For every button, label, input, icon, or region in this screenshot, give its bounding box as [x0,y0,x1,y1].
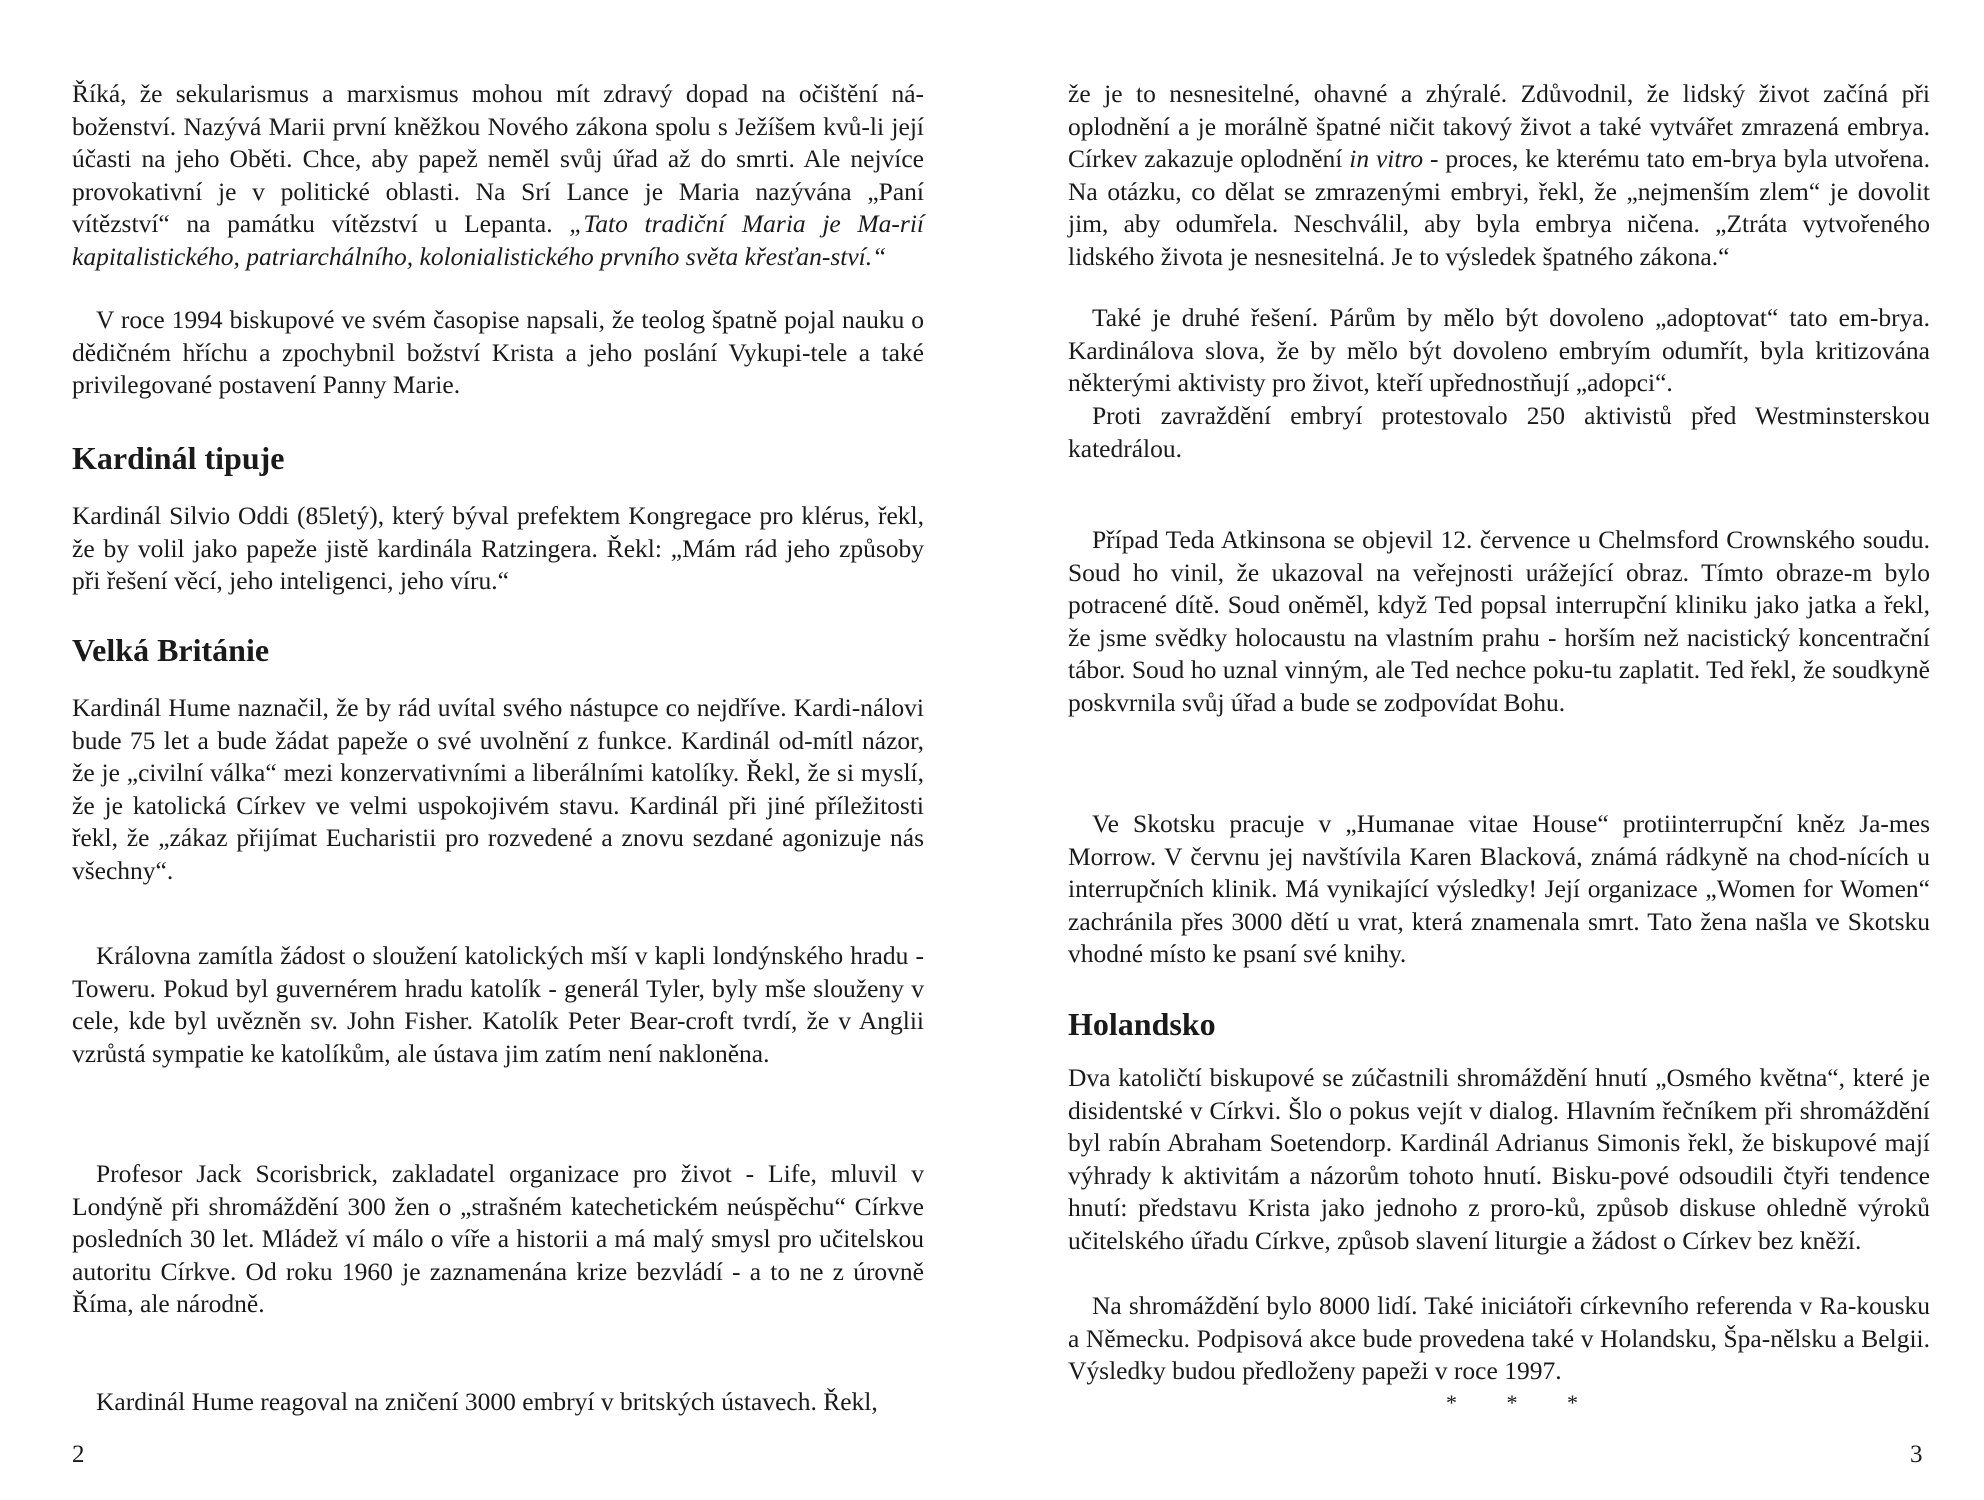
section-heading: Kardinál tipuje [72,440,285,476]
paragraph-text: že je to nesnesitelné, ohavné a zhýralé. Zdůvodnil, že lidský život začíná při oplodnění a je morálně špatné ničit takový život a také vytvářet zmrazená embrya. Církev zakazuje oplodnění [1068,79,1930,174]
page-number: 3 [1910,1441,1923,1468]
paragraph [72,78,924,274]
paragraph: Případ Teda Atkinsona se objevil 12. července u Chelmsford Crownského soudu. Soud ho vinil, že ukazoval na veřejnosti urážející obraz. Tímto obraze-m bylo potracené dítě. Soud oněměl, když Ted popsal interrupční kliniku jako jatka a řekl, že jsme svědky holocaustu na vlastním prahu - horším než nacistický koncentrační tábor. Soud ho uznal vinným, ale Ted nechce poku-tu zaplatit. Ted řekl, že soudkyně poskvrnila svůj úřad a bude se zodpovídat Bohu. [1068,525,1930,717]
italic-quote: „Tato tradiční Maria je Ma-rií kapitalistického, patriarchálního, kolonialistického prvního světa křesťan-ství.“ [72,209,924,271]
paragraph-text: - proces, ke kterému tato em-brya byla utvořena. Na otázku, co dělat se zmrazenými embryi, řekl, že „nejmenším zlem“ je dovolit jim, aby odumřela. Neschválil, aby byla embrya ničena. „Ztráta vytvořeného lidského života je nesnesitelná. Je to výsledek špatného zákona.“ [1068,144,1930,271]
paragraph: V roce 1994 biskupové ve svém časopise napsali, že teolog špatně pojal nauku o dědičném hříchu a zpochybnil božství Krista a jeho poslání Vykupi-tele a také privilegované postavení Panny Marie. [72,305,924,400]
paragraph: Kardinál Silvio Oddi (85letý), který býval prefektem Kongregace pro klérus, řekl, že by volil jako papeže jistě kardinála Ratzingera. Řekl: „Mám rád jeho způsoby při řešení věcí, jeho inteligenci, jeho víru.“ [72,501,924,596]
left-page [72,0,992,1500]
paragraph: Ve Skotsku pracuje v „Humanae vitae House“ protiinterrupční kněz Ja-mes Morrow. V červnu jej navštívila Karen Blacková, známá rádkyně na chod-nících u interrupčních klinik. Má vynikající výsledky! Její organizace „Women for Women“ zachránila přes 3000 dětí u vrat, která znamenala smrt. Tato žena našla ve Skotsku vhodné místo ke psaní své knihy. [1068,809,1930,969]
paragraph: Kardinál Hume reagoval na zničení 3000 embryí v britských ústavech. Řekl, [96,1387,878,1416]
section-separator: * * * [1446,1390,1600,1415]
paragraph: Dva katoličtí biskupové se zúčastnili shromáždění hnutí „Osmého května“, které je disidentské v Církvi. Šlo o pokus vejít v dialog. Hlavním řečníkem při shromáždění byl rabín Abraham Soetendorp. Kardinál Adrianus Simonis řekl, že biskupové mají výhrady k aktivitám a názorům tohoto hnutí. Bisku-pové odsoudili čtyři tendence hnutí: představu Krista jako jednoho z proro-ků, způsob diskuse ohledně výroků učitelského úřadu Církve, způsob slavení liturgie a žádost o Církev bez kněží. [1068,1063,1930,1255]
paragraph: Kardinál Hume naznačil, že by rád uvítal svého nástupce co nejdříve. Kardi-nálovi bude 75 let a bude žádat papeže o své uvolnění z funkce. Kardinál od-mítl názor, že je „civilní válka“ mezi konzervativními a liberálními katolíky. Řekl, že si myslí, že je katolická Církev ve velmi uspokojivém stavu. Kardinál při jiné příležitosti řekl, že „zákaz přijímat Eucharistii pro rozvedené a znovu sezdané agonizuje nás všechny“. [72,693,924,885]
section-heading: Velká Británie [72,632,270,668]
page-number: 2 [72,1441,85,1468]
paragraph: Královna zamítla žádost o sloužení katolických mší v kapli londýnského hradu - Toweru. Pokud byl guvernérem hradu katolík - generál Tyler, byly mše slouženy v cele, kde byl uvězněn sv. John Fisher. Katolík Peter Bear-croft tvrdí, že v Anglii vzrůstá sympatie ke katolíkům, ale ústava jim zatím není nakloněna. [72,941,924,1068]
paragraph-text: Říká, že sekularismus a marxismus mohou mít zdravý dopad na očištění ná-boženství. Nazývá Marii první kněžkou Nového zákona spolu s Ježíšem kvů-li její účasti na jeho Oběti. Chce, aby papež neměl svůj úřad až do smrti. Ale nejvíce provokativní je v politické oblasti. Na Srí Lance je Maria nazývána „Paní vítězství“ na památku vítězství u Lepanta. [72,79,924,239]
paragraph: Na shromáždění bylo 8000 lidí. Také iniciátoři církevního referenda v Ra-kousku a Německu. Podpisová akce bude provedena také v Holandsku, Špa-nělsku a Belgii. Výsledky budou předloženy papeži v roce 1997. [1068,1291,1930,1386]
section-heading: Holandsko [1068,1006,1216,1042]
italic-term: in vitro [1349,144,1424,174]
right-page [1068,0,1984,1500]
paragraph [1068,78,1930,274]
paragraph: Profesor Jack Scorisbrick, zakladatel organizace pro život - Life, mluvil v Londýně při shromáždění 300 žen o „strašném katechetickém neúspěchu“ Církve posledních 30 let. Mládež ví málo o víře a historii a má malý smysl pro učitelskou autoritu Církve. Od roku 1960 je zaznamenána krize bezvládí - a to ne z úrovně Říma, ale národně. [72,1159,924,1319]
paragraph: Také je druhé řešení. Párům by mělo být dovoleno „adoptovat“ tato em-brya. Kardinálova slova, že by mělo být dovoleno embryím odumřít, byla kritizována některými aktivisty pro život, kteří upřednostňují „adopci“. [1068,303,1930,398]
paragraph: Proti zavraždění embryí protestovalo 250 aktivistů před Westminsterskou katedrálou. [1068,401,1930,463]
